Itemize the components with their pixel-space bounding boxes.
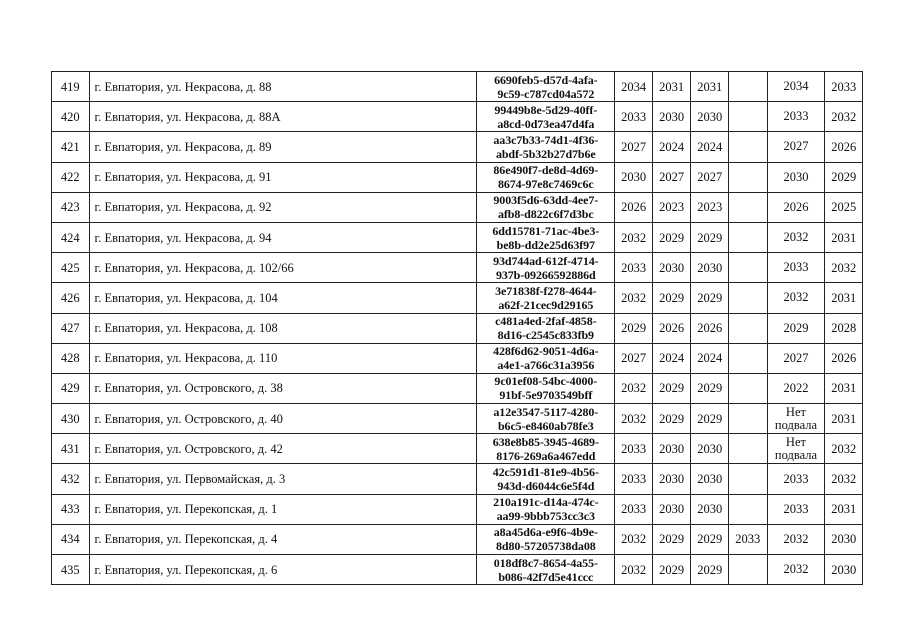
year-cell-5 (767, 494, 825, 524)
table-row (52, 132, 863, 162)
year-cell-3: 2024 (691, 132, 729, 162)
year-cell-3: 2027 (691, 162, 729, 192)
year-cell-3: 2030 (691, 434, 729, 464)
year-cell-5 (767, 434, 825, 464)
year-cell-1: 2032 (615, 555, 653, 585)
table-row (52, 283, 863, 313)
address-cell: г. Евпатория, ул. Перекопская, д. 4 (89, 524, 477, 554)
guid-cell (477, 494, 615, 524)
year-cell-4 (728, 192, 767, 222)
year-cell-2: 2031 (652, 72, 691, 102)
year-cell-4 (728, 373, 767, 403)
year-cell-3: 2030 (691, 494, 729, 524)
row-number: 433 (52, 494, 90, 524)
year-cell-3: 2029 (691, 283, 729, 313)
guid-line-1: 93d744ad-612f-4714- (493, 253, 599, 268)
guid-line-1: c481a4ed-2faf-4858- (495, 314, 597, 329)
year-cell-3: 2029 (691, 222, 729, 252)
guid-line-2: afb8-d822c6f7d3bc (497, 207, 594, 222)
address-cell: г. Евпатория, ул. Некрасова, д. 89 (89, 132, 477, 162)
year-cell-1: 2026 (615, 192, 653, 222)
guid-line-2: b6c5-e8460ab78fe3 (497, 418, 594, 433)
year-cell-5 (767, 404, 825, 434)
year-cell-6: 2032 (825, 253, 863, 283)
guid-cell (477, 524, 615, 554)
guid-line-1: 9c01ef08-54bc-4000- (494, 374, 598, 389)
year-cell-4 (728, 72, 767, 102)
year-cell-2: 2029 (652, 283, 691, 313)
row-number: 428 (52, 343, 90, 373)
year-cell-2: 2029 (652, 404, 691, 434)
year-cell-5-line-1: 2032 (783, 290, 809, 305)
year-cell-5 (767, 313, 825, 343)
document-page (51, 71, 863, 585)
guid-cell (477, 373, 615, 403)
year-cell-1: 2033 (615, 102, 653, 132)
year-cell-1: 2033 (615, 494, 653, 524)
year-cell-4 (728, 555, 767, 585)
year-cell-5 (767, 132, 825, 162)
address-cell: г. Евпатория, ул. Островского, д. 38 (89, 373, 477, 403)
year-cell-1: 2027 (615, 132, 653, 162)
year-cell-6: 2030 (825, 555, 863, 585)
address-cell: г. Евпатория, ул. Некрасова, д. 92 (89, 192, 477, 222)
guid-line-1: 428f6d62-9051-4d6a- (493, 344, 599, 359)
guid-line-1: 6690feb5-d57d-4afa- (494, 72, 598, 87)
row-number: 434 (52, 524, 90, 554)
guid-cell (477, 434, 615, 464)
year-cell-5-line-1: Нет (785, 404, 806, 419)
year-cell-2: 2027 (652, 162, 691, 192)
year-cell-2: 2030 (652, 434, 691, 464)
address-cell: г. Евпатория, ул. Некрасова, д. 88 (89, 72, 477, 102)
table-row (52, 464, 863, 494)
year-cell-5 (767, 524, 825, 554)
guid-cell (477, 343, 615, 373)
row-number: 420 (52, 102, 90, 132)
guid-line-1: 638e8b85-3945-4689- (492, 434, 599, 449)
year-cell-2: 2030 (652, 253, 691, 283)
year-cell-5 (767, 102, 825, 132)
year-cell-2: 2030 (652, 494, 691, 524)
year-cell-5-line-1: Нет (785, 434, 806, 449)
guid-line-2: 937b-09266592886d (495, 267, 596, 282)
guid-line-1: 42c591d1-81e9-4b56- (492, 465, 599, 480)
year-cell-4 (728, 253, 767, 283)
row-number: 431 (52, 434, 90, 464)
year-cell-1: 2033 (615, 434, 653, 464)
guid-cell (477, 313, 615, 343)
year-cell-5-line-1: 2030 (783, 169, 809, 184)
year-cell-5-line-1: 2029 (783, 320, 809, 335)
year-cell-4: 2033 (728, 524, 767, 554)
year-cell-2: 2029 (652, 555, 691, 585)
buildings-table (51, 71, 863, 585)
year-cell-5 (767, 72, 825, 102)
year-cell-3: 2029 (691, 524, 729, 554)
year-cell-6: 2030 (825, 524, 863, 554)
guid-line-2: 8d80-57205738da08 (495, 539, 596, 554)
row-number: 427 (52, 313, 90, 343)
guid-cell (477, 192, 615, 222)
year-cell-1: 2032 (615, 373, 653, 403)
year-cell-6: 2026 (825, 132, 863, 162)
guid-cell (477, 162, 615, 192)
year-cell-6: 2025 (825, 192, 863, 222)
table-row (52, 102, 863, 132)
year-cell-2: 2030 (652, 102, 691, 132)
year-cell-6: 2033 (825, 72, 863, 102)
table-row (52, 494, 863, 524)
guid-cell (477, 464, 615, 494)
guid-cell (477, 555, 615, 585)
year-cell-3: 2030 (691, 253, 729, 283)
year-cell-1: 2027 (615, 343, 653, 373)
year-cell-5 (767, 555, 825, 585)
year-cell-2: 2030 (652, 464, 691, 494)
guid-line-2: 91bf-5e9703549bff (499, 388, 593, 403)
address-cell: г. Евпатория, ул. Перекопская, д. 6 (89, 555, 477, 585)
year-cell-6: 2031 (825, 373, 863, 403)
table-row (52, 343, 863, 373)
guid-line-1: a8a45d6a-e9f6-4b9e- (493, 525, 598, 540)
row-number: 435 (52, 555, 90, 585)
guid-cell (477, 72, 615, 102)
year-cell-6: 2032 (825, 464, 863, 494)
address-cell: г. Евпатория, ул. Некрасова, д. 91 (89, 162, 477, 192)
year-cell-4 (728, 434, 767, 464)
year-cell-1: 2030 (615, 162, 653, 192)
year-cell-4 (728, 283, 767, 313)
year-cell-5-line-1: 2033 (783, 260, 809, 275)
year-cell-4 (728, 404, 767, 434)
table-row (52, 313, 863, 343)
guid-line-2: 9c59-c787cd04a572 (497, 86, 595, 101)
guid-line-1: 99449b8e-5d29-40ff- (494, 102, 598, 117)
year-cell-6: 2029 (825, 162, 863, 192)
year-cell-5-line-1: 2026 (783, 199, 809, 214)
year-cell-2: 2024 (652, 343, 691, 373)
year-cell-1: 2032 (615, 524, 653, 554)
year-cell-5 (767, 222, 825, 252)
table-row (52, 222, 863, 252)
year-cell-5-line-1: 2027 (783, 139, 809, 154)
row-number: 424 (52, 222, 90, 252)
address-cell: г. Евпатория, ул. Некрасова, д. 94 (89, 222, 477, 252)
year-cell-6: 2031 (825, 222, 863, 252)
year-cell-3: 2023 (691, 192, 729, 222)
guid-line-2: a62f-21cec9d29165 (498, 297, 594, 312)
address-cell: г. Евпатория, ул. Некрасова, д. 104 (89, 283, 477, 313)
year-cell-5 (767, 162, 825, 192)
guid-cell (477, 222, 615, 252)
year-cell-5-line-1: 2027 (783, 350, 809, 365)
table-row (52, 524, 863, 554)
guid-line-2: abdf-5b32b27d7b6e (495, 146, 596, 161)
row-number: 422 (52, 162, 90, 192)
table-row (52, 192, 863, 222)
year-cell-3: 2024 (691, 343, 729, 373)
address-cell: г. Евпатория, ул. Первомайская, д. 3 (89, 464, 477, 494)
address-cell: г. Евпатория, ул. Некрасова, д. 110 (89, 343, 477, 373)
table-row (52, 434, 863, 464)
guid-cell (477, 283, 615, 313)
table-row (52, 555, 863, 585)
year-cell-3: 2029 (691, 404, 729, 434)
guid-line-1: a12e3547-5117-4280- (493, 404, 599, 419)
year-cell-3: 2030 (691, 102, 729, 132)
year-cell-1: 2033 (615, 464, 653, 494)
year-cell-4 (728, 464, 767, 494)
year-cell-6: 2031 (825, 404, 863, 434)
table-row (52, 72, 863, 102)
year-cell-4 (728, 162, 767, 192)
year-cell-4 (728, 494, 767, 524)
guid-line-2: 8674-97e8c7469c6c (497, 177, 594, 192)
row-number: 429 (52, 373, 90, 403)
row-number: 430 (52, 404, 90, 434)
table-body (52, 72, 863, 585)
guid-line-2: 8d16-c2545c833fb9 (497, 328, 594, 343)
address-cell: г. Евпатория, ул. Некрасова, д. 108 (89, 313, 477, 343)
guid-cell (477, 102, 615, 132)
year-cell-5-line-2: подвала (774, 447, 818, 462)
row-number: 423 (52, 192, 90, 222)
row-number: 425 (52, 253, 90, 283)
year-cell-5 (767, 464, 825, 494)
year-cell-2: 2023 (652, 192, 691, 222)
year-cell-5 (767, 283, 825, 313)
guid-line-1: 3e71838f-f278-4644- (495, 283, 597, 298)
row-number: 426 (52, 283, 90, 313)
year-cell-5 (767, 253, 825, 283)
year-cell-2: 2026 (652, 313, 691, 343)
guid-line-1: 210a191c-d14a-474c- (493, 495, 599, 510)
year-cell-4 (728, 132, 767, 162)
year-cell-1: 2033 (615, 253, 653, 283)
guid-cell (477, 253, 615, 283)
year-cell-6: 2031 (825, 494, 863, 524)
year-cell-3: 2026 (691, 313, 729, 343)
year-cell-2: 2029 (652, 524, 691, 554)
year-cell-6: 2026 (825, 343, 863, 373)
year-cell-5-line-1: 2033 (783, 109, 809, 124)
guid-line-1: 9003f5d6-63dd-4ee7- (493, 193, 599, 208)
year-cell-5-line-2: подвала (774, 417, 818, 432)
guid-cell (477, 404, 615, 434)
guid-line-2: 943d-d6044c6e5f4d (497, 479, 595, 494)
year-cell-3: 2029 (691, 373, 729, 403)
year-cell-5-line-1: 2022 (783, 380, 809, 395)
row-number: 432 (52, 464, 90, 494)
address-cell: г. Евпатория, ул. Некрасова, д. 88А (89, 102, 477, 132)
year-cell-5 (767, 373, 825, 403)
year-cell-5-line-1: 2033 (783, 501, 809, 516)
year-cell-3: 2030 (691, 464, 729, 494)
address-cell: г. Евпатория, ул. Островского, д. 42 (89, 434, 477, 464)
guid-line-2: a4e1-a766c31a3956 (497, 358, 595, 373)
year-cell-4 (728, 313, 767, 343)
year-cell-6: 2032 (825, 434, 863, 464)
year-cell-5-line-1: 2032 (783, 562, 809, 577)
table-row (52, 373, 863, 403)
year-cell-5-line-1: 2034 (783, 79, 809, 94)
year-cell-1: 2029 (615, 313, 653, 343)
year-cell-5 (767, 343, 825, 373)
guid-line-1: 018df8c7-8654-4a55- (493, 555, 598, 570)
year-cell-1: 2032 (615, 283, 653, 313)
row-number: 419 (52, 72, 90, 102)
year-cell-6: 2032 (825, 102, 863, 132)
table-row (52, 162, 863, 192)
year-cell-6: 2028 (825, 313, 863, 343)
year-cell-1: 2032 (615, 404, 653, 434)
year-cell-2: 2029 (652, 222, 691, 252)
guid-line-1: 6dd15781-71ac-4be3- (492, 223, 600, 238)
year-cell-3: 2031 (691, 72, 729, 102)
year-cell-1: 2032 (615, 222, 653, 252)
year-cell-6: 2031 (825, 283, 863, 313)
guid-line-1: 86e490f7-de8d-4d69- (493, 163, 599, 178)
address-cell: г. Евпатория, ул. Некрасова, д. 102/66 (89, 253, 477, 283)
year-cell-5-line-1: 2032 (783, 230, 809, 245)
guid-cell (477, 132, 615, 162)
guid-line-2: 8176-269a6a467edd (496, 448, 596, 463)
year-cell-2: 2024 (652, 132, 691, 162)
guid-line-2: be8b-dd2e25d63f97 (496, 237, 595, 252)
year-cell-4 (728, 222, 767, 252)
guid-line-2: a8cd-0d73ea47d4fa (497, 116, 595, 131)
guid-line-2: b086-42f7d5e41ccc (498, 569, 594, 584)
year-cell-5-line-1: 2032 (783, 531, 809, 546)
table-row (52, 253, 863, 283)
guid-line-1: aa3c7b33-74d1-4f36- (493, 132, 599, 147)
year-cell-5-line-1: 2033 (783, 471, 809, 486)
year-cell-1: 2034 (615, 72, 653, 102)
address-cell: г. Евпатория, ул. Перекопская, д. 1 (89, 494, 477, 524)
year-cell-4 (728, 343, 767, 373)
row-number: 421 (52, 132, 90, 162)
guid-line-2: aa99-9bbb753cc3c3 (496, 509, 595, 524)
year-cell-4 (728, 102, 767, 132)
address-cell: г. Евпатория, ул. Островского, д. 40 (89, 404, 477, 434)
year-cell-2: 2029 (652, 373, 691, 403)
year-cell-3: 2029 (691, 555, 729, 585)
table-row (52, 404, 863, 434)
year-cell-5 (767, 192, 825, 222)
